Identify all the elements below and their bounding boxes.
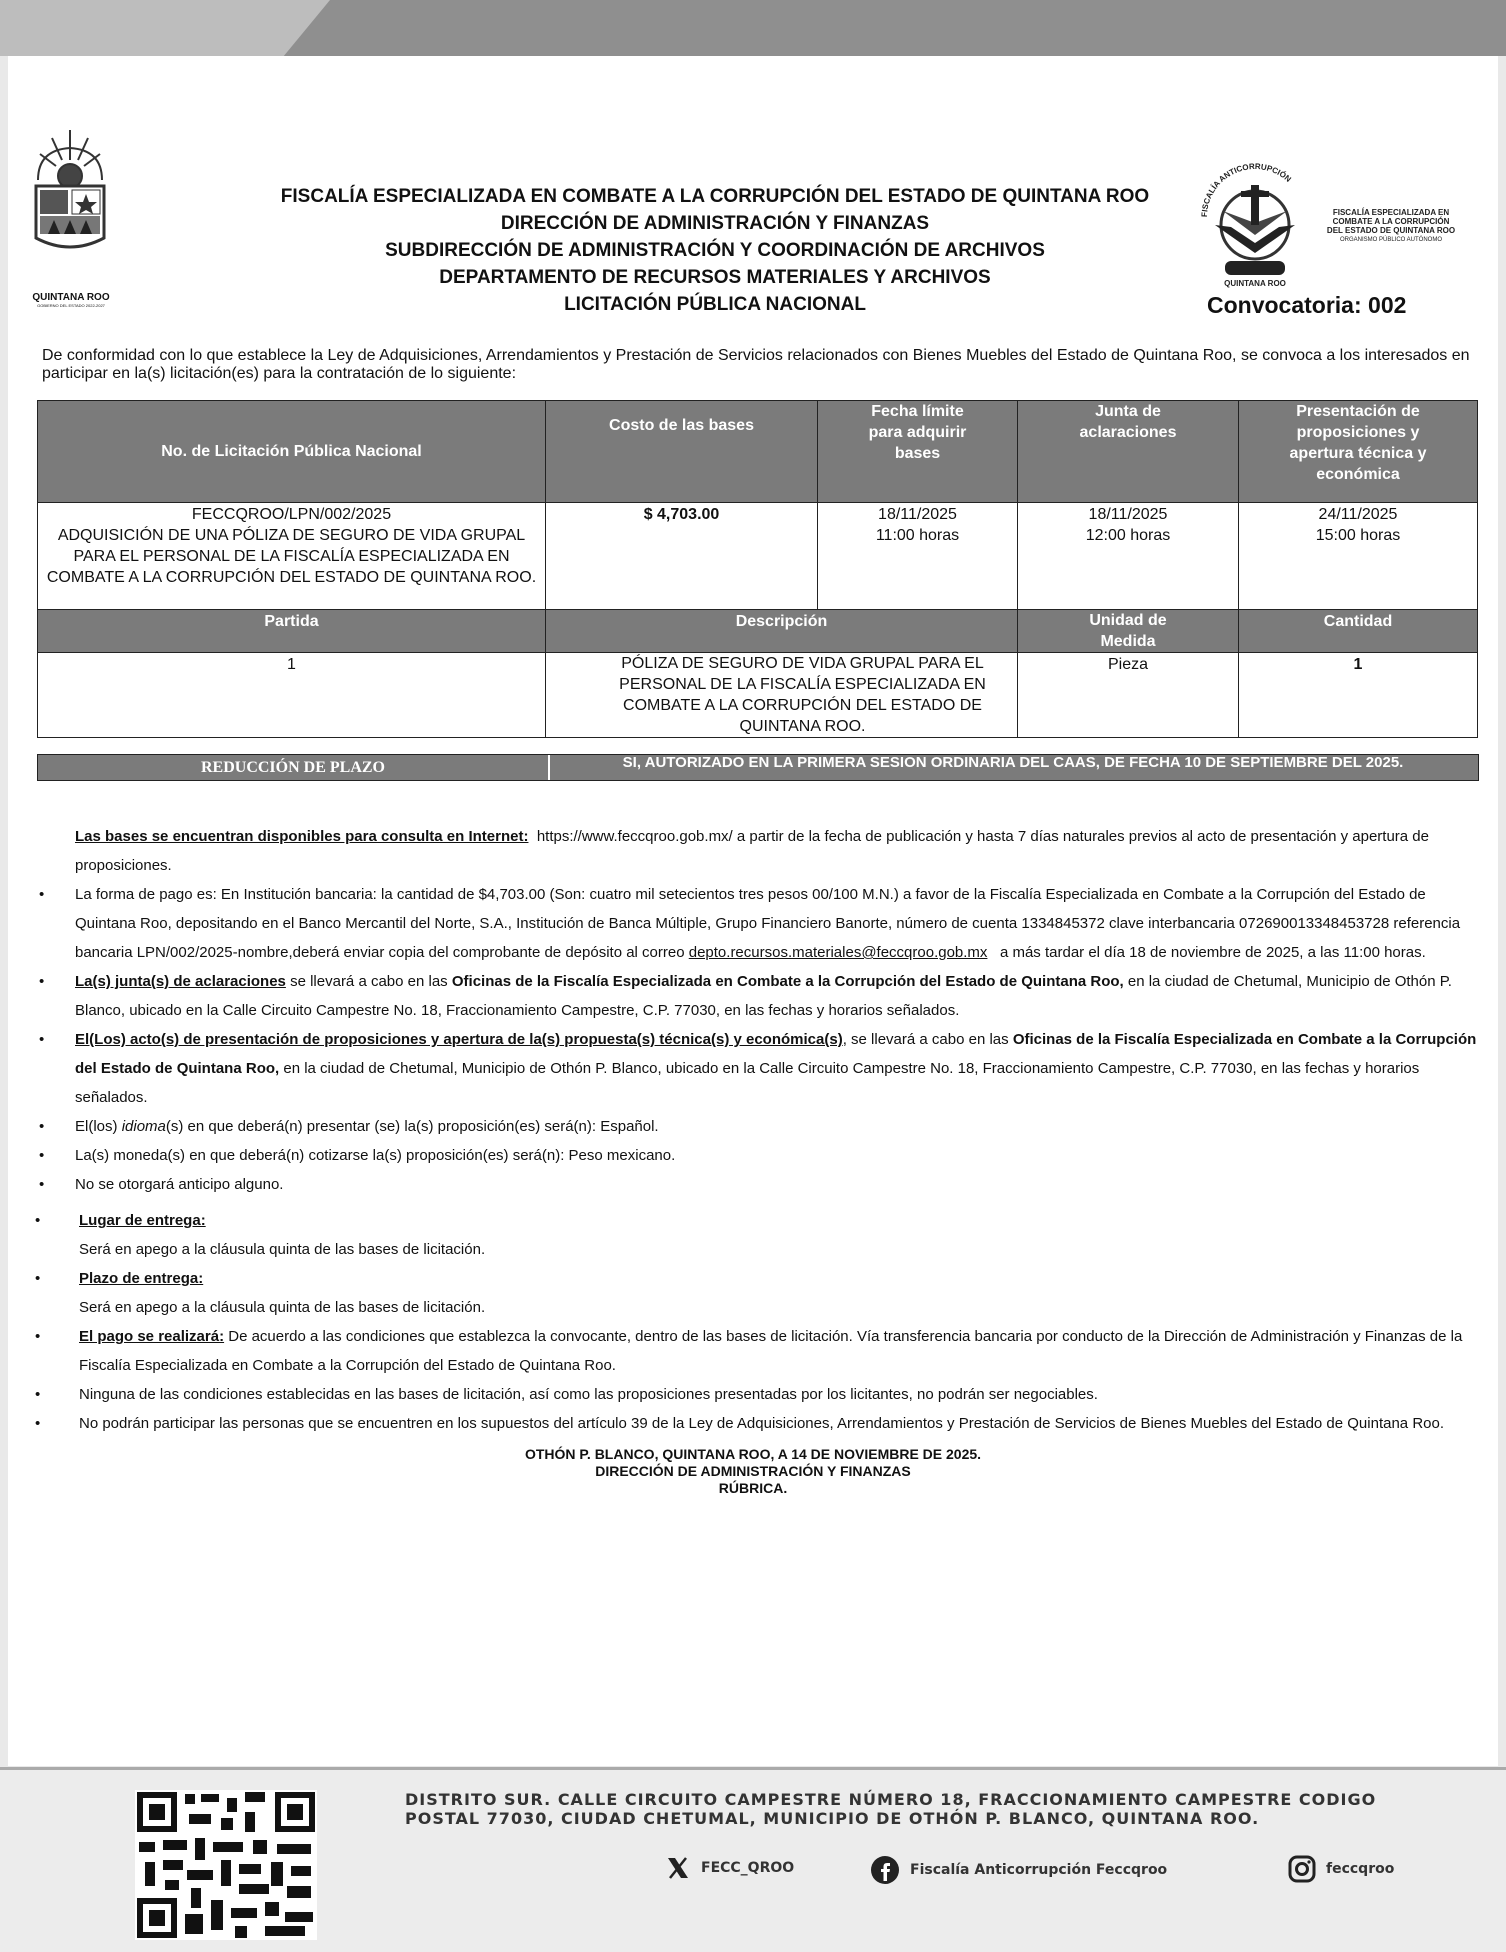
column-header: Unidad de Medida <box>1018 610 1239 653</box>
signature-block <box>0 1446 1506 1497</box>
ninguna-item: • Ninguna de las condiciones establecidas en las bases de licitación, así como las proposiciones presentadas por los licitantes, no podrán ser negociables. <box>75 1380 1480 1409</box>
junta-item: • La(s) junta(s) de aclaraciones se llevará a cabo en las Oficinas de la Fiscalía Especializada en Combate a la Corrupción del Estado de Quintana Roo, en la ciudad de Chetumal, Municipio de Othón P. Blanco, ubicado en la Calle Circuito Campestre No. 18, Fraccionamiento Campestre, C.P. 77030, en las fechas y horarios señalados. <box>75 967 1480 1025</box>
table-header-row <box>38 401 1478 503</box>
table-row <box>38 503 1478 610</box>
convocatoria-body <box>75 822 1480 1438</box>
footer-line: OTHÓN P. BLANCO, QUINTANA ROO, A 14 DE NOVIEMBRE DE 2025. <box>524 1446 982 1462</box>
x-logo-icon <box>665 1855 691 1881</box>
top-band <box>0 0 1506 56</box>
footer-line: DIRECCIÓN DE ADMINISTRACIÓN Y FINANZAS <box>595 1463 911 1479</box>
svg-text:FISCALÍA ANTICORRUPCIÓN: FISCALÍA ANTICORRUPCIÓN <box>1199 161 1293 218</box>
plazo-entrega-title: • Plazo de entrega: <box>75 1264 1480 1293</box>
pago-realizara-item: • El pago se realizará: De acuerdo a las condiciones que establezca la convocante, dentro de las bases de licitación. Vía transferencia bancaria por conducto de la Dirección de Administración y Finanzas de la Fiscalía Especializada en Combate a la Corrupción del Estado de Quintana Roo. <box>75 1322 1480 1380</box>
unidad-cell: Pieza <box>1018 653 1239 738</box>
reduccion-label: REDUCCIÓN DE PLAZO <box>38 755 550 780</box>
descripcion-cell: PÓLIZA DE SEGURO DE VIDA GRUPAL PARA EL PERSONAL DE LA FISCALÍA ESPECIALIZADA EN COMBATE A LA CORRUPCIÓN DEL ESTADO DE QUINTANA ROO. <box>546 653 1018 738</box>
bottom-bar <box>0 1767 1506 1952</box>
address-block <box>405 1790 1455 1828</box>
svg-text:QUINTANA ROO: QUINTANA ROO <box>1224 279 1286 288</box>
header-line: DEPARTAMENTO DE RECURSOS MATERIALES Y ARCHIVOS <box>439 267 991 288</box>
bases-item: Las bases se encuentran disponibles para consulta en Internet: https://www.feccqroo.gob.mx/ a partir de la fecha de publicación y hasta 7 días naturales previos al acto de presentación y apertura de proposiciones. <box>75 828 1429 874</box>
header-line: SUBDIRECCIÓN DE ADMINISTRACIÓN Y COORDINACIÓN DE ARCHIVOS <box>385 240 1045 261</box>
no-participar-item: • No podrán participar las personas que se encuentren en los supuestos del artículo 39 de la Ley de Adquisiciones, Arrendamientos y Prestación de Servicios de Bienes Muebles del Estado de Quintana Roo. <box>75 1409 1480 1438</box>
fiscalia-anticorrupcion-logo <box>1195 155 1465 290</box>
column-header: Fecha límite para adquirir bases <box>818 401 1018 503</box>
acto-item: • El(Los) acto(s) de presentación de proposiciones y apertura de la(s) propuesta(s) técnica(s) y económica(s), se llevará a cabo en las Oficinas de la Fiscalía Especializada en Combate a la Corrupción del Estado de Quintana Roo, en la ciudad de Chetumal, Municipio de Othón P. Blanco, ubicado en la Calle Circuito Campestre No. 18, Fraccionamiento Campestre, C.P. 77030, en las fechas y horarios señalados. <box>75 1025 1480 1112</box>
licitacion-table <box>37 400 1478 738</box>
facebook-icon <box>870 1855 900 1885</box>
column-header: Partida <box>38 610 546 653</box>
licitacion-number: FECCQROO/LPN/002/2025 <box>191 506 392 523</box>
column-header: Junta de aclaraciones <box>1018 401 1239 503</box>
costo-cell: $ 4,703.00 <box>546 503 818 610</box>
svg-text:ORGANISMO PÚBLICO AUTÓNOMO: ORGANISMO PÚBLICO AUTÓNOMO <box>1339 237 1443 243</box>
reduccion-de-plazo-bar <box>37 754 1479 781</box>
column-header: Descripción <box>546 610 1018 653</box>
intro-paragraph: De conformidad con lo que establece la Ley de Adquisiciones, Arrendamientos y Prestación de Servicios relacionados con Bienes Muebles del Estado de Quintana Roo, se convoca a los interesados en participar en la(s) licitación(es) para la contratación de lo siguiente: <box>42 347 1470 382</box>
column-header: Presentación de proposiciones y apertura técnica y económica <box>1239 401 1478 503</box>
svg-text:DEL ESTADO DE QUINTANA ROO: DEL ESTADO DE QUINTANA ROO <box>1326 226 1456 235</box>
x-social-link[interactable]: FECC_QROO <box>665 1855 794 1881</box>
facebook-social-link[interactable]: Fiscalía Anticorrupción Feccqroo <box>870 1855 1167 1885</box>
instagram-social-link[interactable]: feccqroo <box>1288 1855 1394 1883</box>
table-header-row-2 <box>38 610 1478 653</box>
licitacion-cell <box>38 503 546 610</box>
plazo-entrega-text: Será en apego a la cláusula quinta de las bases de licitación. <box>79 1299 486 1316</box>
email-link[interactable]: depto.recursos.materiales@feccqroo.gob.mx <box>688 944 988 961</box>
lugar-entrega-title: • Lugar de entrega: <box>75 1206 1480 1235</box>
convocatoria-number: Convocatoria: 002 <box>1207 292 1407 318</box>
fecha-limite-cell: 18/11/2025 11:00 horas <box>818 503 1018 610</box>
table-row <box>38 653 1478 738</box>
licitacion-description: ADQUISICIÓN DE UNA PÓLIZA DE SEGURO DE VIDA GRUPAL PARA EL PERSONAL DE LA FISCALÍA ESPECIALIZADA EN COMBATE A LA CORRUPCIÓN DEL ESTADO DE QUINTANA ROO. <box>46 527 537 586</box>
header-line: FISCALÍA ESPECIALIZADA EN COMBATE A LA CORRUPCIÓN DEL ESTADO DE QUINTANA ROO <box>280 186 1150 207</box>
address-line: POSTAL 77030, CIUDAD CHETUMAL, MUNICIPIO DE OTHÓN P. BLANCO, QUINTANA ROO. <box>405 1809 1260 1828</box>
moneda-item: • La(s) moneda(s) en que deberá(n) cotizarse la(s) proposición(es) será(n): Peso mexicano. <box>75 1141 1480 1170</box>
header-line: DIRECCIÓN DE ADMINISTRACIÓN Y FINANZAS <box>500 213 930 234</box>
column-header: Cantidad <box>1239 610 1478 653</box>
footer-line: RÚBRICA. <box>718 1480 788 1496</box>
idioma-item: • El(los) idioma(s) en que deberá(n) presentar (se) la(s) proposición(es) será(n): Español. <box>75 1112 1480 1141</box>
lugar-entrega-text: Será en apego a la cláusula quinta de las bases de licitación. <box>79 1241 486 1258</box>
svg-text:COMBATE A LA CORRUPCIÓN: COMBATE A LA CORRUPCIÓN <box>1332 217 1450 226</box>
partida-cell: 1 <box>38 653 546 738</box>
presentacion-cell: 24/11/2025 15:00 horas <box>1239 503 1478 610</box>
cantidad-cell: 1 <box>1239 653 1478 738</box>
instagram-icon <box>1288 1855 1316 1883</box>
address-line: DISTRITO SUR. CALLE CIRCUITO CAMPESTRE NÚMERO 18, FRACCIONAMIENTO CAMPESTRE CODIGO <box>405 1790 1377 1809</box>
qr-code-icon[interactable] <box>135 1790 317 1940</box>
forma-pago-item: • La forma de pago es: En Institución bancaria: la cantidad de $4,703.00 (Son: cuatro mil setecientos tres pesos 00/100 M.N.) a favor de la Fiscalía Especializada en Combate a la Corrupción del Estado de Quintana Roo, depositando en el Banco Mercantil del Norte, S.A., Institución de Banca Múltiple, Grupo Financiero Banorte, número de cuenta 1334845372 clave interbancaria 072690013348453728 referencia bancaria LPN/002/2025-nombre,deberá enviar copia del comprobante de depósito al correo depto.recursos.materiales@feccqroo.gob.mx a más tardar el día 18 de noviembre de 2025, a las 11:00 horas. <box>75 880 1480 967</box>
header-line: LICITACIÓN PÚBLICA NACIONAL <box>564 294 866 315</box>
column-header: Costo de las bases <box>546 401 818 503</box>
junta-cell: 18/11/2025 12:00 horas <box>1018 503 1239 610</box>
document-header <box>245 183 1185 318</box>
column-header: No. de Licitación Pública Nacional <box>38 401 546 503</box>
reduccion-value: SI, AUTORIZADO EN LA PRIMERA SESION ORDINARIA DEL CAAS, DE FECHA 10 DE SEPTIEMBRE DEL 2025. <box>622 754 1404 771</box>
svg-text:FISCALÍA ESPECIALIZADA EN: FISCALÍA ESPECIALIZADA EN <box>1332 208 1450 217</box>
quintana-roo-coat-of-arms-logo <box>30 110 110 260</box>
anticipo-item: • No se otorgará anticipo alguno. <box>75 1170 1480 1199</box>
logo-left-caption: QUINTANA ROO GOBIERNO DEL ESTADO 2022-2027 <box>32 292 110 308</box>
